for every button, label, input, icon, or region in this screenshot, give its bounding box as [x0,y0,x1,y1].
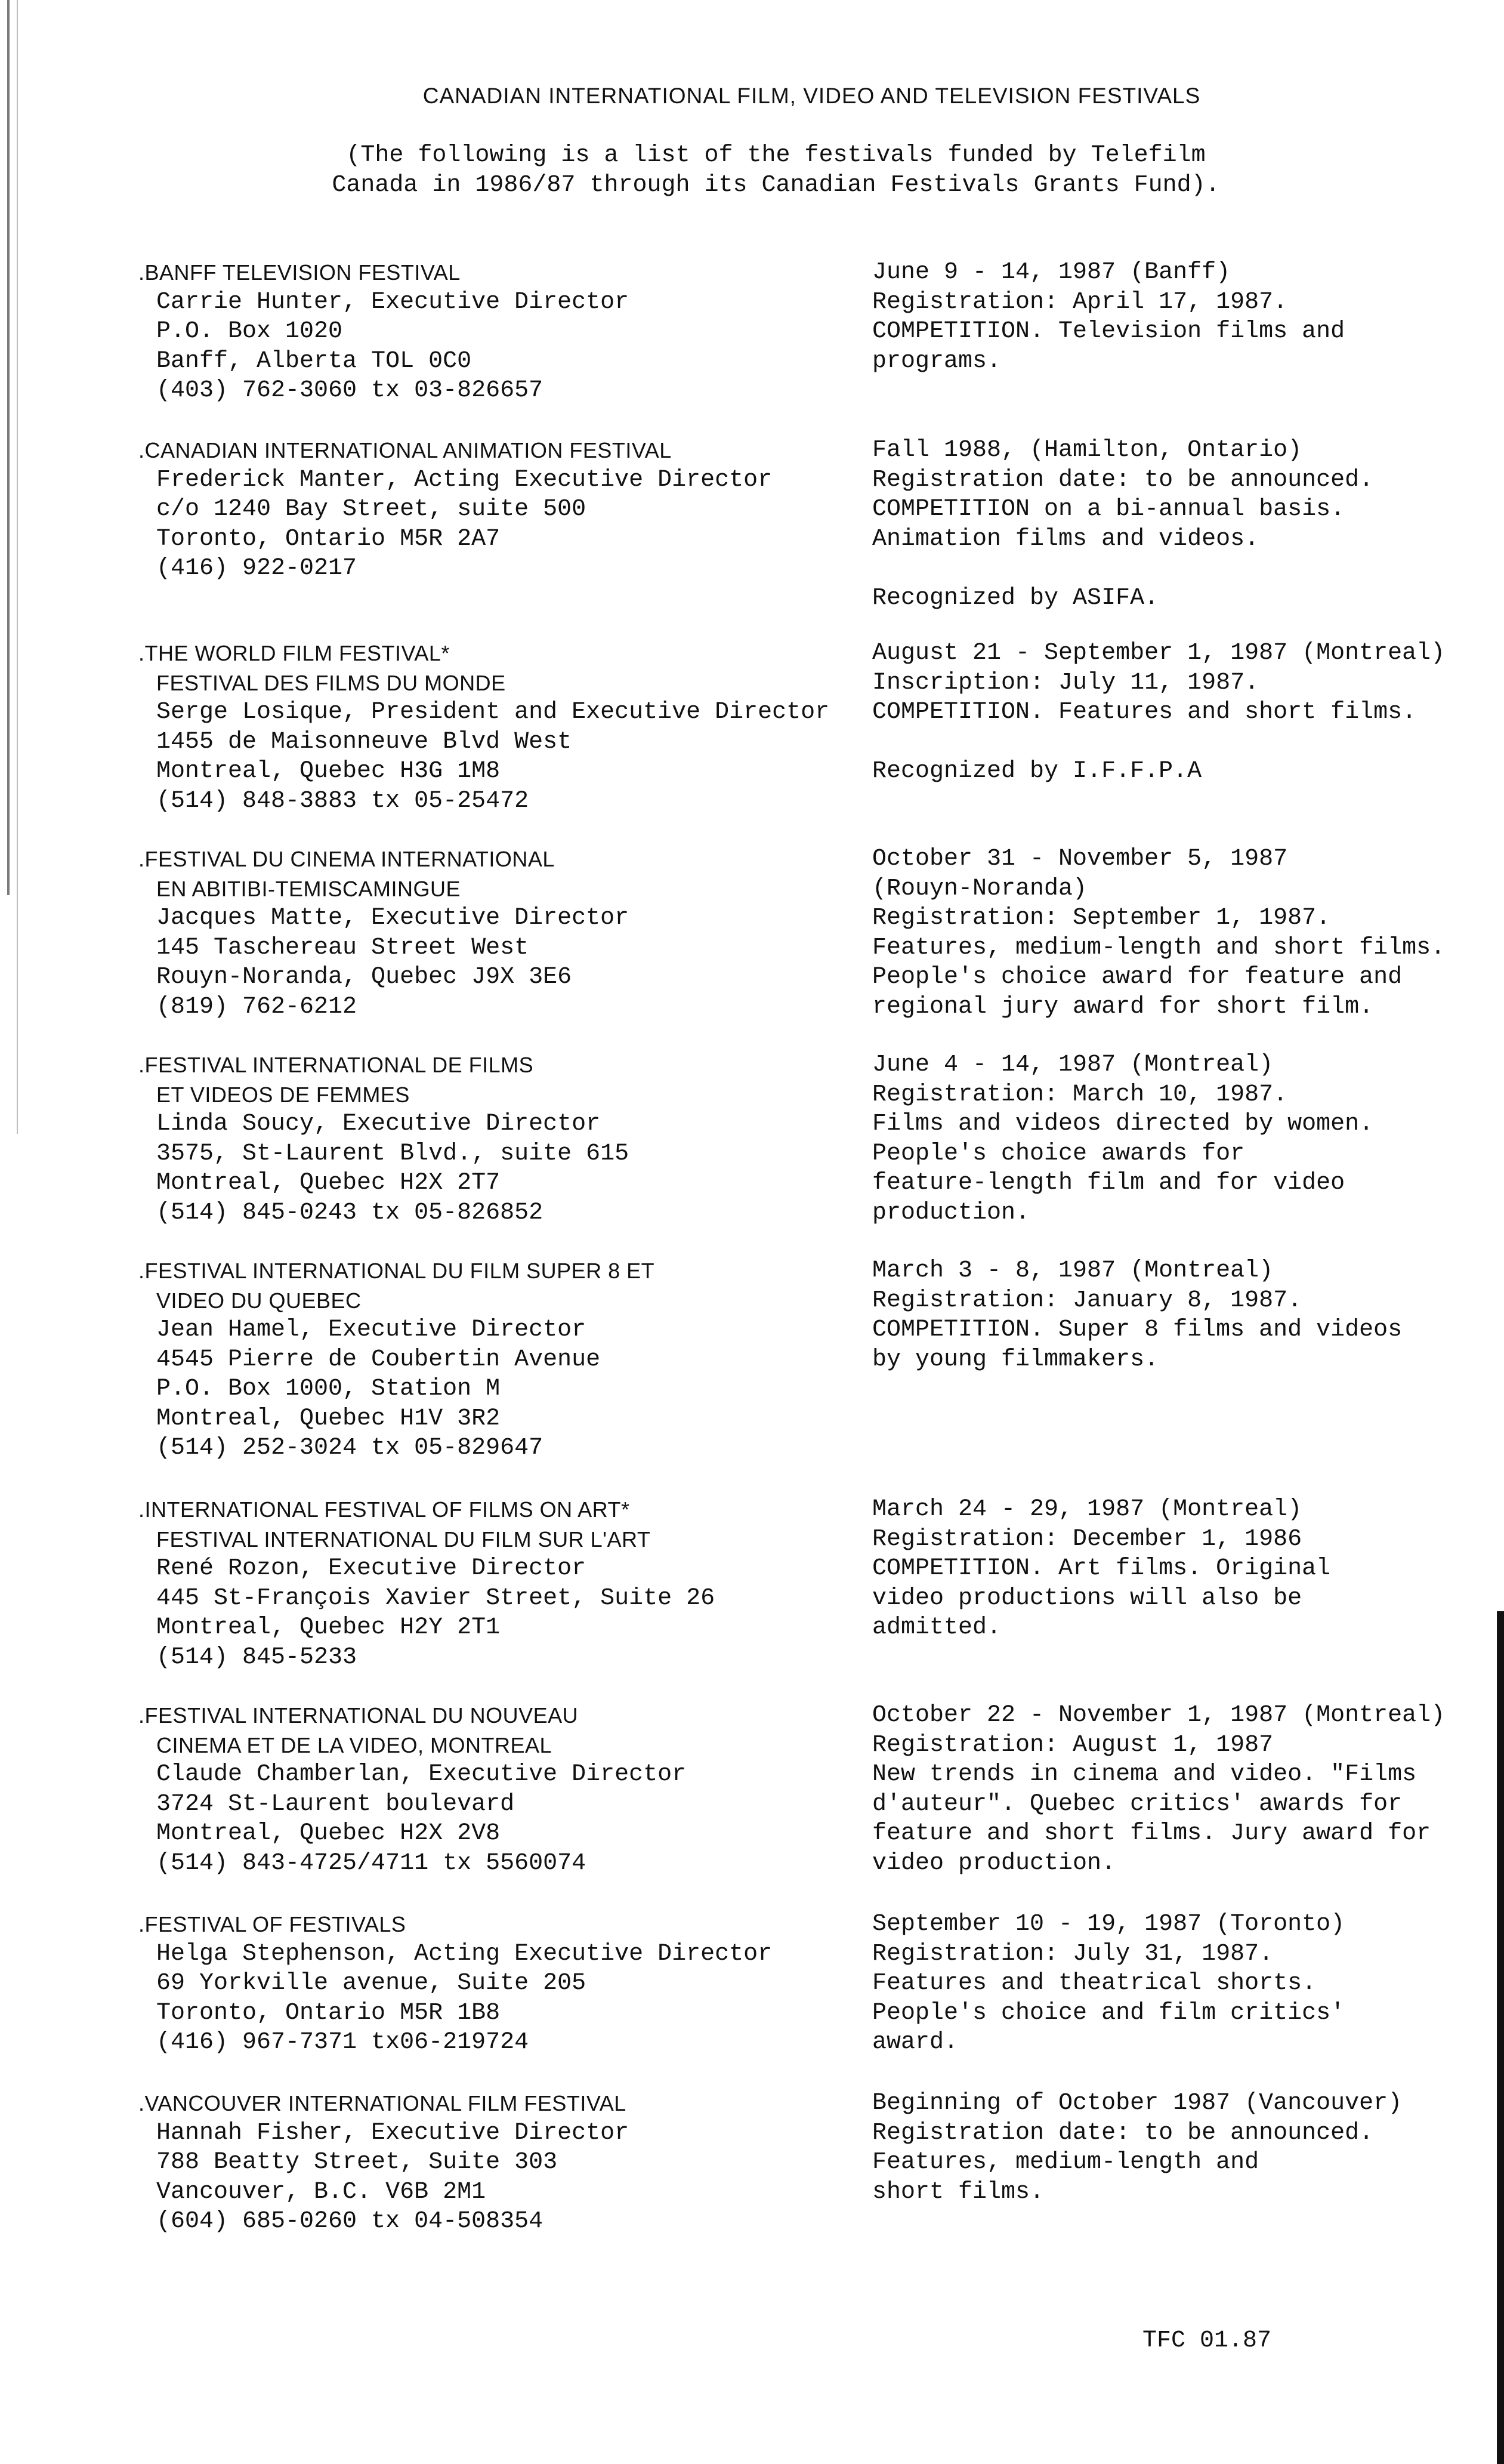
festival-detail-line: video production. [872,1849,1116,1877]
festival-contact-line: (514) 252-3024 tx 05-829647 [156,1435,543,1461]
scan-edge-left [7,0,10,895]
festival-detail-line: March 24 - 29, 1987 (Montreal) [872,1496,1302,1523]
festival-detail-line [872,727,1487,757]
subtitle-line: Canada in 1986/87 through its Canadian Festivals Grants Fund). [332,171,1220,199]
festival-detail-line: COMPETITION. Television films and [872,318,1345,345]
festival-detail-line: Registration: December 1, 1986 [872,1525,1302,1553]
festival-detail-line: Registration: July 31, 1987. [872,1940,1274,1968]
festival-detail-line: Inscription: July 11, 1987. [872,669,1259,696]
festival-name: VIDEO DU QUEBEC [156,1288,362,1313]
festival-contact-line: (514) 848-3883 tx 05-25472 [156,787,529,815]
festival-contact-line: Carrie Hunter, Executive Director [156,288,629,316]
scan-edge-right [1497,1611,1504,2464]
festival-detail-line: video productions will also be [872,1584,1302,1612]
festival-contact-line: Montreal, Quebec H1V 3R2 [156,1405,501,1432]
festival-contact-line: Rouyn-Noranda, Quebec J9X 3E6 [156,964,572,991]
festival-details-block [872,1256,1487,1374]
festival-detail-line: Features, medium-length and short films. [872,934,1446,961]
festival-detail-line: Features and theatrical shorts. [872,1970,1317,1997]
festival-detail-line: September 10 - 19, 1987 (Toronto) [872,1911,1345,1938]
festival-detail-line: Recognized by I.F.F.P.A [872,758,1202,785]
festival-contact-line: Jean Hamel, Executive Director [156,1316,586,1343]
festival-detail-line: Films and videos directed by women. [872,1111,1374,1137]
festival-detail-line: People's choice award for feature and [872,964,1403,991]
festival-detail-line: Features, medium-length and [872,2149,1259,2176]
festival-contact-line: P.O. Box 1000, Station M [156,1376,501,1402]
festival-detail-line: production. [872,1199,1030,1226]
festival-name: CINEMA ET DE LA VIDEO, MONTREAL [156,1732,552,1757]
festival-contact-line: 788 Beatty Street, Suite 303 [156,2149,558,2176]
festival-contact-line: Toronto, Ontario M5R 2A7 [156,525,501,553]
festival-name: ET VIDEOS DE FEMMES [156,1082,410,1107]
festival-detail-line: COMPETITION. Features and short films. [872,699,1417,726]
festival-detail-line: award. [872,2029,959,2056]
festival-contact-line: Montreal, Quebec H2Y 2T1 [156,1614,501,1641]
festival-name: FESTIVAL INTERNATIONAL DU FILM SUR L'ART [156,1526,651,1552]
festival-contact-line: Montreal, Quebec H2X 2V8 [156,1820,501,1847]
festival-contact-line: Claude Chamberlan, Executive Director [156,1761,687,1788]
festival-contact-line: Montreal, Quebec H3G 1M8 [156,758,501,785]
document-subtitle [24,141,1504,200]
festival-detail-line: Recognized by ASIFA. [872,584,1159,612]
festival-contact-line: 69 Yorkville avenue, Suite 205 [156,1970,586,1997]
festival-contact-line: Jacques Matte, Executive Director [156,905,629,932]
festival-contact-block [138,258,854,406]
festival-contact-block [138,1910,854,2058]
festival-contact-line: Linda Soucy, Executive Director [156,1111,601,1137]
festival-contact-line: Frederick Manter, Acting Executive Director [156,466,773,494]
festival-detail-line: People's choice awards for [872,1140,1245,1167]
festival-name: .BANFF TELEVISION FESTIVAL [138,260,461,285]
festival-contact-line: 445 St-François Xavier Street, Suite 26 [156,1584,715,1612]
festival-detail-line: Fall 1988, (Hamilton, Ontario) [872,437,1302,464]
festival-detail-line: Registration: April 17, 1987. [872,288,1288,316]
festival-contact-line: 145 Taschereau Street West [156,934,529,961]
festival-detail-line: August 21 - September 1, 1987 (Montreal) [872,640,1446,667]
festival-contact-block [138,2089,854,2237]
festival-detail-line: March 3 - 8, 1987 (Montreal) [872,1257,1274,1284]
festival-contact-line: c/o 1240 Bay Street, suite 500 [156,496,586,523]
festival-name: .CANADIAN INTERNATIONAL ANIMATION FESTIVAL [138,438,672,462]
document-title: CANADIAN INTERNATIONAL FILM, VIDEO AND TELEVISION FESTIVALS [422,84,1201,108]
festival-name: .THE WORLD FILM FESTIVAL* [138,641,450,665]
festival-contact-block [138,844,854,1022]
festival-contact-block [138,436,854,584]
festival-detail-line: Registration: January 8, 1987. [872,1287,1302,1314]
festival-contact-block [138,639,854,816]
festival-detail-line: programs. [872,347,1002,375]
festival-detail-line: Registration date: to be announced. [872,2119,1374,2147]
festival-detail-line: June 9 - 14, 1987 (Banff) [872,259,1231,286]
festival-name: .VANCOUVER INTERNATIONAL FILM FESTIVAL [138,2091,626,2115]
festival-detail-line: October 22 - November 1, 1987 (Montreal) [872,1702,1446,1729]
festival-contact-line: Montreal, Quebec H2X 2T7 [156,1170,501,1196]
festival-details-block [872,639,1487,787]
festival-detail-line: d'auteur". Quebec critics' awards for [872,1790,1403,1818]
festival-detail-line: admitted. [872,1614,1002,1641]
festival-contact-line: P.O. Box 1020 [156,318,343,345]
festival-contact-line: (514) 843-4725/4711 tx 5560074 [156,1849,586,1877]
festival-detail-line: June 4 - 14, 1987 (Montreal) [872,1051,1274,1078]
festival-detail-line: feature-length film and for video [872,1170,1345,1196]
festival-contact-line: (514) 845-5233 [156,1643,357,1671]
festival-contact-line: Hannah Fisher, Executive Director [156,2119,629,2147]
festival-detail-line: by young filmmakers. [872,1346,1159,1373]
festival-detail-line [872,554,1487,584]
festival-name: .FESTIVAL INTERNATIONAL DU NOUVEAU [138,1703,579,1728]
festival-detail-line: COMPETITION on a bi-annual basis. [872,496,1345,523]
festival-detail-line: Animation films and videos. [872,525,1259,553]
festival-contact-line: (416) 922-0217 [156,555,357,582]
festival-name: .FESTIVAL INTERNATIONAL DE FILMS [138,1053,534,1077]
festival-contact-block [138,1256,854,1463]
festival-contact-line: René Rozon, Executive Director [156,1555,586,1582]
festival-contact-line: Banff, Alberta TOL 0C0 [156,347,472,375]
festival-contact-line: 4545 Pierre de Coubertin Avenue [156,1346,601,1373]
festival-detail-line: Registration: August 1, 1987 [872,1731,1274,1759]
festival-detail-line: regional jury award for short film. [872,993,1374,1020]
festival-detail-line: feature and short films. Jury award for [872,1820,1431,1847]
document-code: TFC 01.87 [1142,2327,1272,2354]
festival-detail-line: COMPETITION. Art films. Original [872,1555,1331,1582]
festival-detail-line: COMPETITION. Super 8 films and videos [872,1316,1403,1343]
festival-detail-line: Registration: September 1, 1987. [872,905,1331,932]
festival-contact-line: (819) 762-6212 [156,993,357,1020]
festival-contact-line: Serge Losique, President and Executive Director [156,699,830,726]
festival-detail-line: People's choice and film critics' [872,1999,1345,2027]
festival-name: .FESTIVAL DU CINEMA INTERNATIONAL [138,847,555,871]
festival-details-block [872,436,1487,613]
festival-name: .FESTIVAL INTERNATIONAL DU FILM SUPER 8 ET [138,1259,655,1283]
festival-details-block [872,1701,1487,1878]
festival-details-block [872,1050,1487,1228]
festival-detail-line: New trends in cinema and video. "Films [872,1761,1417,1788]
festival-contact-line: 1455 de Maisonneuve Blvd West [156,728,572,755]
festival-contact-line: (514) 845-0243 tx 05-826852 [156,1199,543,1226]
festival-contact-line: 3724 St-Laurent boulevard [156,1790,515,1818]
scan-edge-left-secondary [17,0,18,1134]
festival-detail-line: Registration date: to be announced. [872,466,1374,494]
festival-details-block [872,258,1487,376]
festival-detail-line: Registration: March 10, 1987. [872,1081,1288,1108]
festival-contact-line: (604) 685-0260 tx 04-508354 [156,2208,543,2235]
festival-contact-line: Vancouver, B.C. V6B 2M1 [156,2178,486,2206]
festival-details-block [872,1495,1487,1643]
festival-details-block [872,1910,1487,2058]
festival-name: EN ABITIBI-TEMISCAMINGUE [156,876,461,901]
festival-details-block [872,2089,1487,2207]
festival-contact-line: (403) 762-3060 tx 03-826657 [156,377,543,404]
festival-details-block [872,844,1487,1022]
festival-contact-line: Helga Stephenson, Acting Executive Director [156,1940,773,1968]
festival-contact-block [138,1495,854,1672]
festival-detail-line: October 31 - November 5, 1987 [872,846,1288,872]
festival-detail-line: Beginning of October 1987 (Vancouver) [872,2090,1403,2117]
festival-detail-line: (Rouyn-Noranda) [872,875,1088,902]
festival-contact-line: 3575, St-Laurent Blvd., suite 615 [156,1140,629,1167]
festival-detail-line: short films. [872,2178,1045,2206]
festival-name: FESTIVAL DES FILMS DU MONDE [156,670,506,695]
festival-contact-block [138,1050,854,1228]
festival-name: .FESTIVAL OF FESTIVALS [138,1912,406,1936]
festival-contact-line: (416) 967-7371 tx06-219724 [156,2029,529,2056]
festival-name: .INTERNATIONAL FESTIVAL OF FILMS ON ART* [138,1497,630,1522]
festival-contact-block [138,1701,854,1878]
subtitle-line: (The following is a list of the festivals funded by Telefilm [346,142,1206,169]
festival-contact-line: Toronto, Ontario M5R 1B8 [156,1999,501,2027]
